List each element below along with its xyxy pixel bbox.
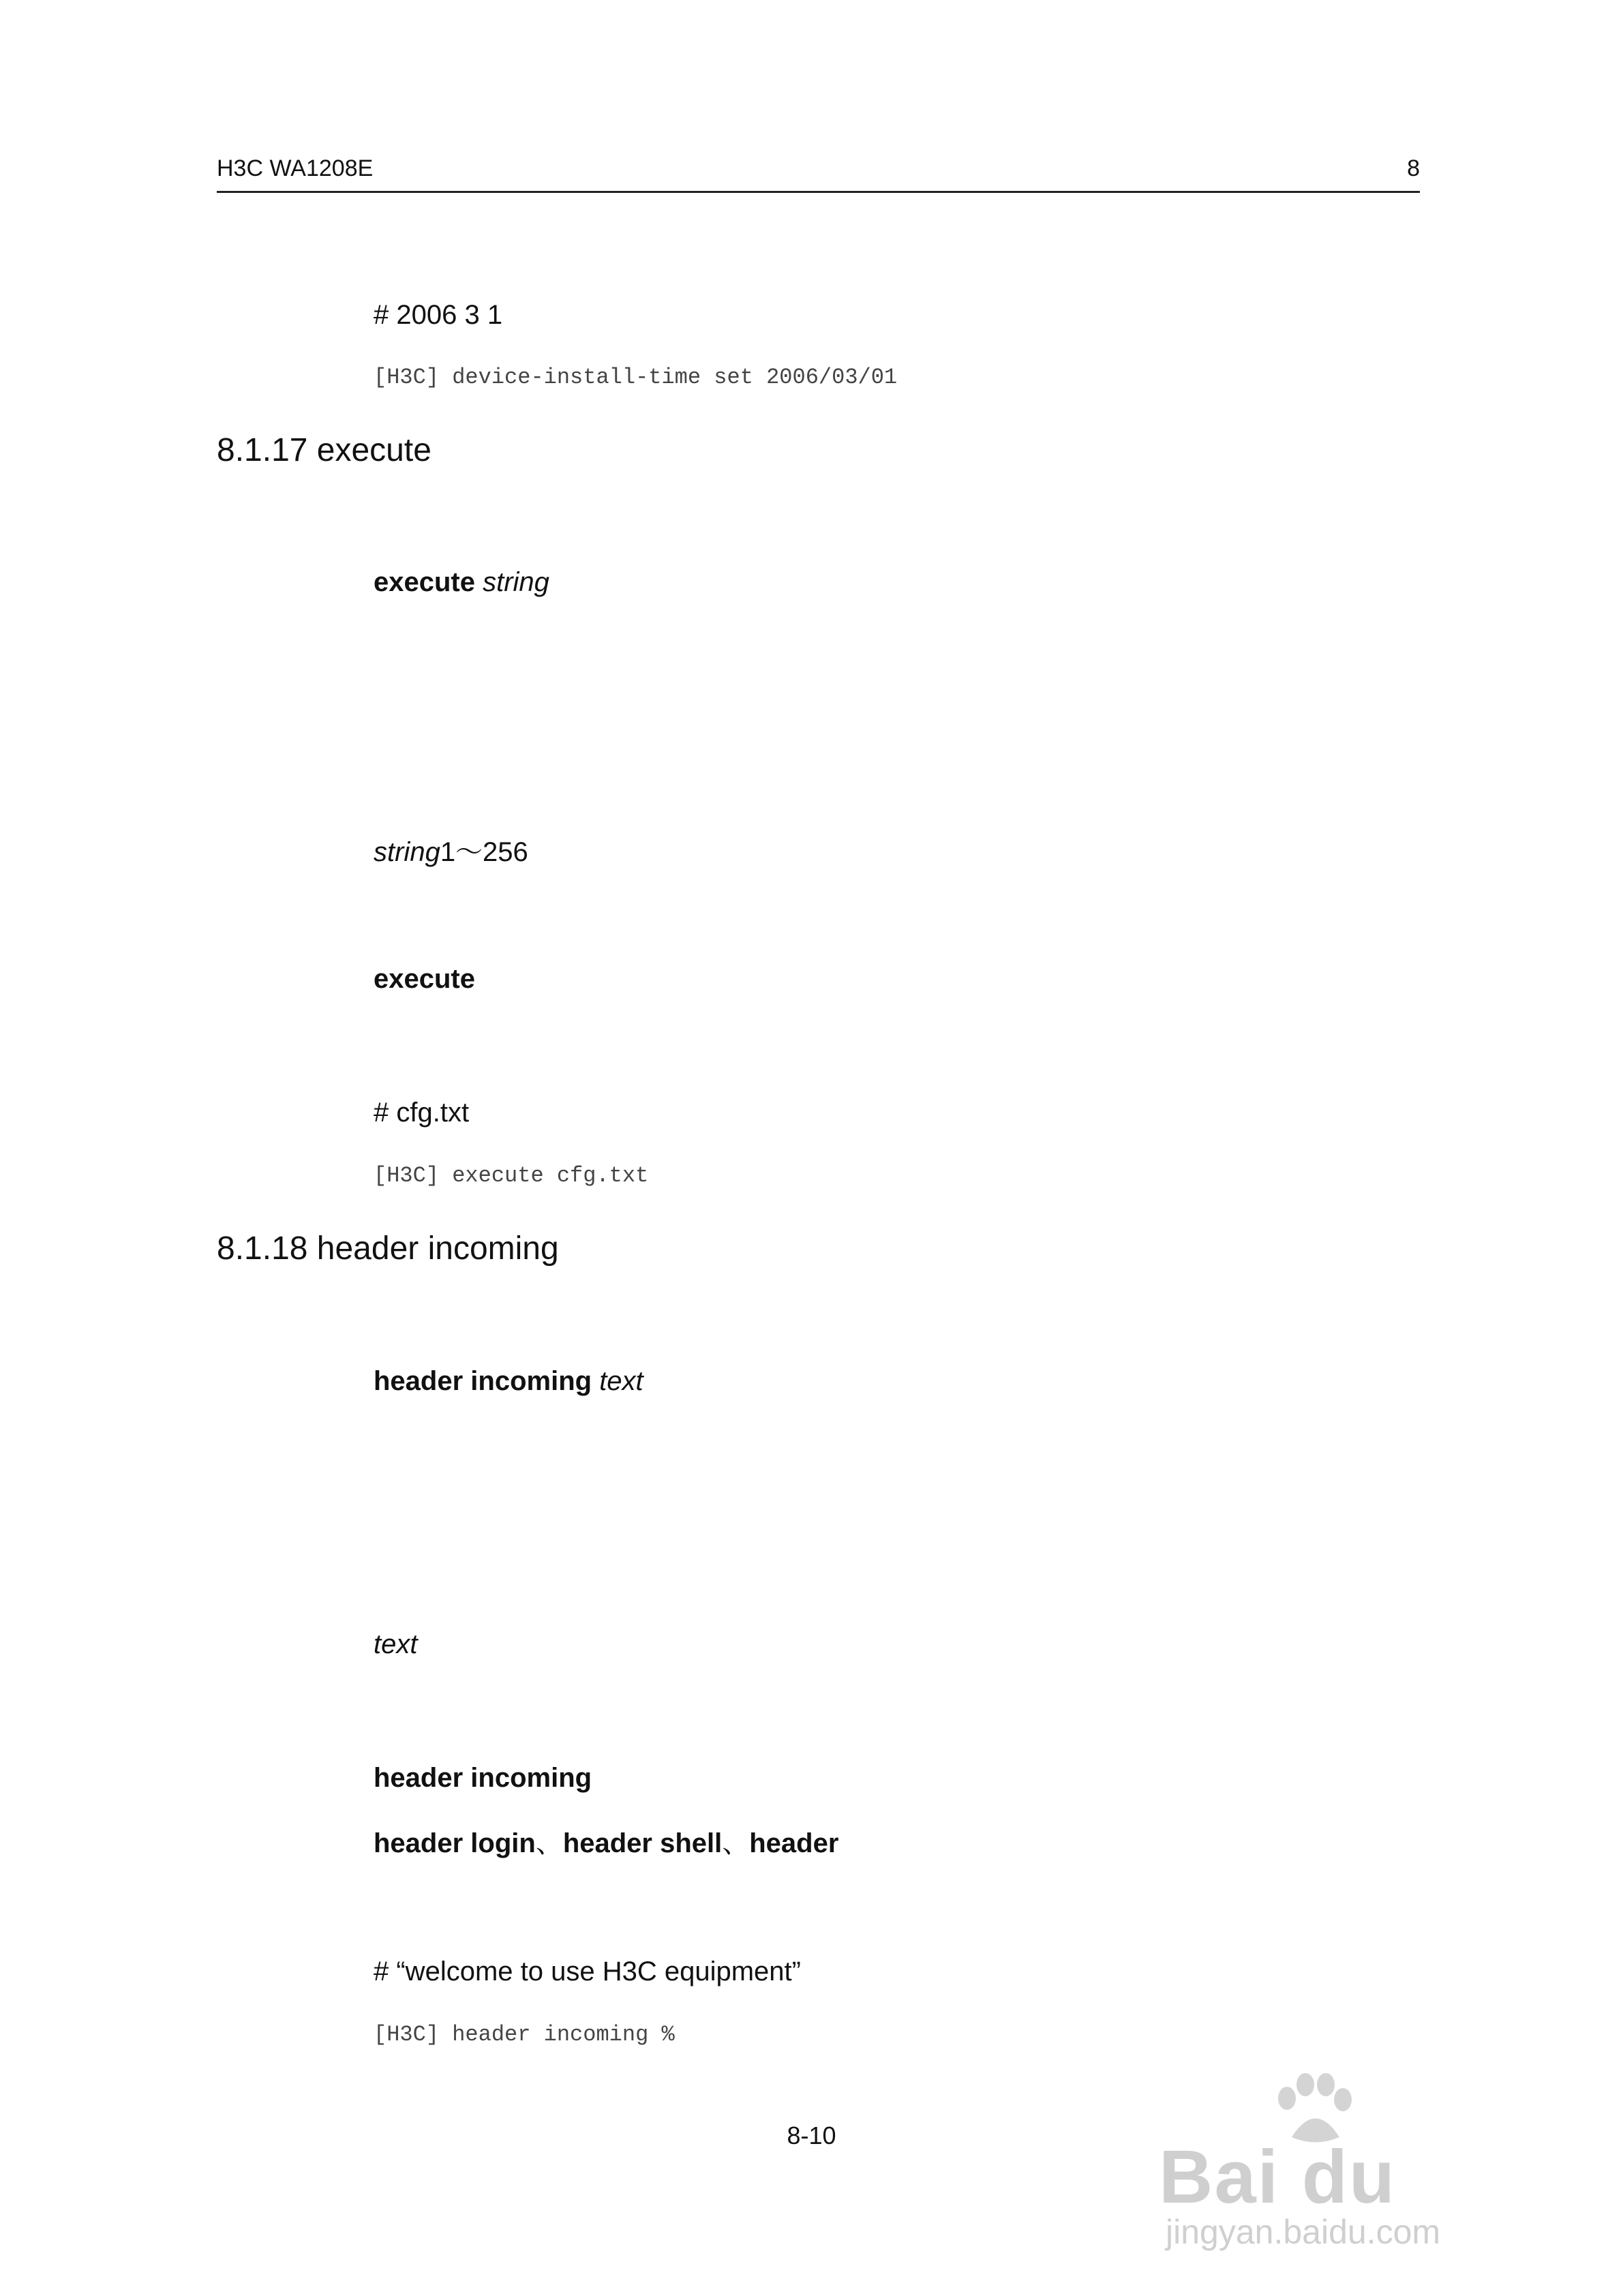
related-command: header shell	[562, 1828, 723, 1858]
related-command: header login	[374, 1828, 536, 1858]
desc-keyword: execute	[374, 964, 475, 994]
command-syntax	[374, 567, 549, 598]
watermark	[1159, 2072, 1568, 2250]
command-syntax	[374, 1366, 643, 1397]
command-keyword: execute	[374, 567, 475, 597]
param-name: text	[374, 1629, 418, 1659]
page-number: 8-10	[787, 2121, 836, 2149]
command-argument: string	[483, 567, 549, 597]
watermark-url: jingyan.baidu.com	[1166, 2213, 1441, 2251]
example-description: # 2006 3 1	[374, 300, 503, 330]
command-keyword: header incoming	[374, 1366, 592, 1396]
example-code: [H3C] device-install-time set 2006/03/01	[374, 365, 898, 390]
example-code: [H3C] execute cfg.txt	[374, 1163, 649, 1188]
related-commands	[374, 1822, 838, 1860]
header-chapter-title: 8	[1407, 155, 1420, 181]
desc-text	[374, 964, 475, 995]
desc-text	[374, 1763, 592, 1794]
watermark-logo: Bai du	[1159, 2135, 1397, 2219]
example-description: # “welcome to use H3C equipment”	[374, 1957, 801, 1987]
param-name: string	[374, 837, 440, 867]
example-description: # cfg.txt	[374, 1098, 470, 1128]
example-code: [H3C] header incoming %	[374, 2022, 675, 2047]
param-description	[374, 830, 528, 869]
param-text: 1～256	[440, 837, 528, 867]
desc-keyword: header incoming	[374, 1763, 592, 1793]
related-command: header	[749, 1828, 839, 1858]
list-separator: 、	[535, 1828, 563, 1858]
section-heading-header-incoming: 8.1.18 header incoming	[217, 1230, 559, 1267]
list-separator: 、	[722, 1828, 750, 1858]
page-header	[217, 151, 1420, 193]
header-doc-title: H3C WA1208E	[217, 155, 374, 181]
command-argument: text	[599, 1366, 643, 1396]
param-description	[374, 1629, 417, 1660]
section-heading-execute: 8.1.17 execute	[217, 432, 431, 468]
